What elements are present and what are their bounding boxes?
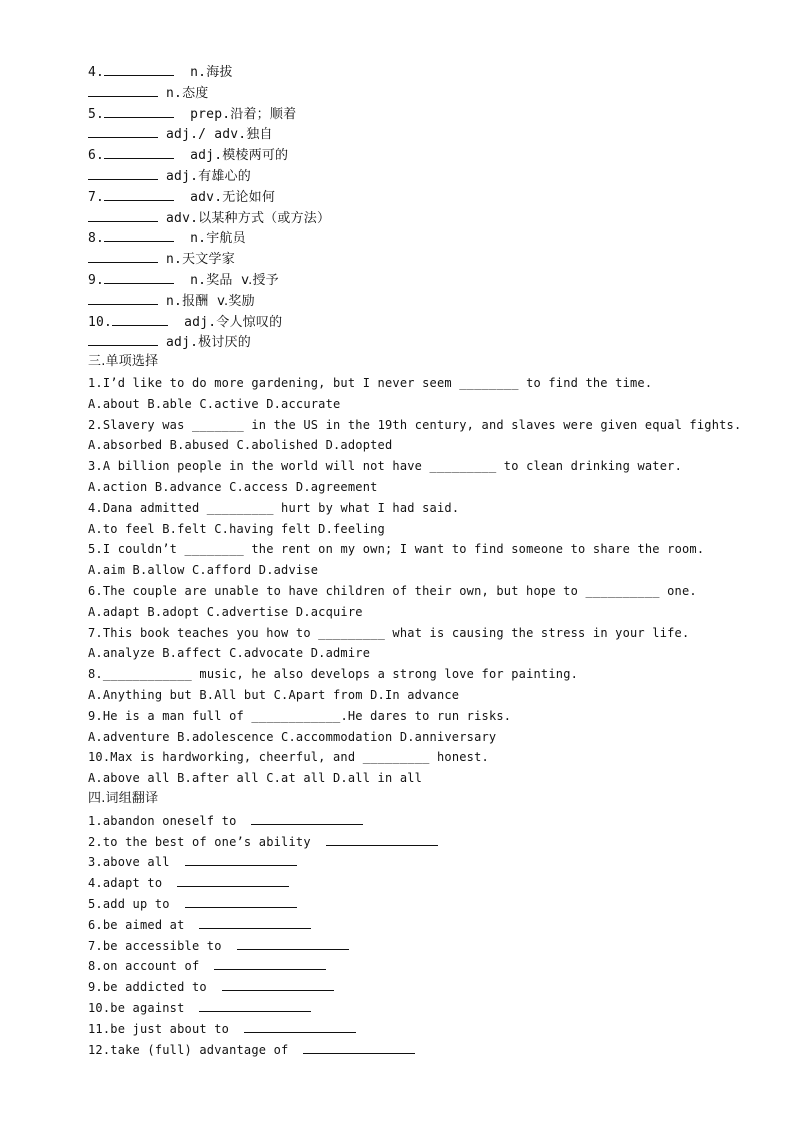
answer-blank: ____________ [251,708,341,723]
question-text: to clean drinking water. [496,459,682,474]
phrase-text: 9.be addicted to [88,980,207,995]
phrase-line [88,914,311,934]
question-line [88,456,682,476]
answer-blank: _________ [362,750,430,765]
vocab-line [88,123,273,143]
chinese-meaning: 独自 [246,127,273,143]
phrase-text: 12.take (full) advantage of [88,1042,289,1057]
options-line: A.above all B.after all C.at all D.all in all [88,771,423,786]
phrase-line [88,1018,356,1038]
options-line: A.adventure B.adolescence C.accommodation D.anniversary [88,729,497,744]
phrase-text: 10.be against [88,1001,185,1015]
answer-blank [88,123,158,138]
question-line [88,373,652,393]
question-text: 2.Slavery was [88,417,192,432]
phrase-line [88,810,363,830]
question-text: music, he also develops a strong love for painting. [191,667,579,682]
vocab-line [88,165,251,185]
question-text: 5.I couldn’t [88,542,185,557]
answer-blank: ________ [184,542,244,557]
answer-blank [185,851,297,866]
question-text: what is causing the stress in your life. [385,625,690,640]
phrase-line [88,997,311,1017]
answer-blank: ________ [459,376,519,390]
question-line [88,623,689,643]
vocab-line [88,331,251,351]
phrase-text: 6.be aimed at [88,917,185,932]
answer-blank [251,810,363,825]
question-text: to find the time. [518,376,653,390]
chinese-meaning: 沿着；顺着 [230,106,297,122]
answer-blank [88,165,158,180]
vocab-line [88,144,288,164]
phrase-text: 7.be accessible to [88,938,222,953]
vocab-line [88,311,282,331]
phrase-line [88,976,334,996]
phrase-line [88,935,349,955]
chinese-meaning: 宇航员 [206,231,246,247]
answer-blank [326,831,438,846]
chinese-meaning: 以某种方式（或方法） [198,210,331,226]
phrase-text: 1.abandon oneself to [88,813,237,828]
question-text: 9.He is a man full of [88,708,252,723]
question-text: .He dares to run risks. [340,708,512,723]
vocab-line [88,269,279,289]
answer-blank [199,914,311,929]
item-number: 5. [88,106,105,122]
answer-blank [88,331,158,346]
options-line: A.analyze B.affect C.advocate D.admire [88,646,371,661]
answer-blank [104,227,174,242]
question-text: 6.The couple are unable to have children of their own, but hope to [88,584,586,598]
chinese-meaning: 奖品 v.授予 [206,273,279,288]
answer-blank: _________ [206,500,274,515]
part-of-speech: n. [190,273,207,288]
phrase-text: 8.on account of [88,959,200,974]
options-line: A.Anything but B.All but C.Apart from D.In advance [88,688,460,702]
phrase-line [88,955,326,975]
answer-blank [104,61,174,76]
vocab-line [88,248,235,268]
question-line [88,664,578,684]
answer-blank [112,311,168,326]
part-of-speech: adj. [166,169,199,184]
phrase-line [88,851,297,871]
part-of-speech: adj./ adv. [166,127,247,143]
answer-blank [104,144,174,159]
options-line: A.about B.able C.active D.accurate [88,396,341,411]
phrase-text: 3.above all [88,855,170,870]
question-line [88,539,704,559]
chinese-meaning: 模棱两可的 [222,148,289,164]
question-text: 10.Max is hardworking, cheerful, and [88,750,363,765]
part-of-speech: adv. [190,189,223,205]
question-line [88,415,741,435]
part-of-speech: n. [166,252,183,268]
question-text: honest. [429,750,489,765]
options-line: A.aim B.allow C.afford D.advise [88,563,319,578]
chinese-meaning: 报酬 v.奖励 [182,293,255,309]
answer-blank [214,955,326,970]
vocab-line [88,103,296,123]
chinese-meaning: 无论如何 [222,189,276,205]
phrase-line [88,893,297,913]
chinese-meaning: 令人惊叹的 [216,314,283,330]
answer-blank [177,872,289,887]
answer-blank: _______ [191,417,244,432]
question-text: 1.I’d like to do more gardening, but I never seem [88,376,460,390]
question-text: 7.This book teaches you how to [88,625,319,640]
question-line [88,747,489,767]
answer-blank [88,207,158,222]
vocab-line [88,290,255,310]
question-line [88,498,459,518]
part-of-speech: n. [166,293,183,309]
question-text: the rent on my own; I want to find someone to share the room. [243,542,705,557]
answer-blank [199,997,311,1012]
options-line: A.action B.advance C.access D.agreement [88,480,378,494]
vocab-line [88,82,209,102]
item-number: 8. [88,231,105,247]
chinese-meaning: 海拔 [206,65,233,80]
answer-blank: _________ [318,625,385,640]
phrase-text: 11.be just about to [88,1021,230,1036]
item-number: 7. [88,189,105,205]
vocab-line [88,207,330,227]
part-of-speech: prep. [190,106,231,122]
question-line [88,706,511,726]
answer-blank: _________ [429,459,497,474]
options-line: A.to feel B.felt C.having felt D.feeling [88,521,385,536]
answer-blank [104,186,174,201]
question-text: 8. [88,667,103,682]
part-of-speech: n. [190,231,207,247]
options-line: A.adapt B.adopt C.advertise D.acquire [88,604,363,619]
question-text: in the US in the 19th century, and slaves were given equal fights. [243,417,742,432]
phrase-line [88,872,289,892]
part-of-speech: adj. [166,335,199,351]
answer-blank [88,290,158,305]
vocab-line [88,186,275,206]
question-text: hurt by what I had said. [273,500,460,515]
answer-blank [185,893,297,908]
answer-blank [237,935,349,950]
item-number: 4. [88,65,105,80]
phrase-line [88,831,438,851]
chinese-meaning: 极讨厌的 [198,335,251,351]
part-of-speech: adv. [166,210,199,226]
answer-blank [104,103,174,118]
phrase-text: 2.to the best of one’s ability [88,834,311,849]
vocab-line [88,61,233,81]
options-line: A.absorbed B.abused C.abolished D.adopted [88,438,393,453]
part-of-speech: adj. [190,148,223,164]
part-of-speech: adj. [184,314,217,330]
chinese-meaning: 有雄心的 [198,169,251,184]
item-number: 9. [88,273,105,288]
phrase-text: 5.add up to [88,897,170,911]
item-number: 10. [88,314,113,330]
answer-blank [104,269,174,284]
part-of-speech: n. [190,65,207,80]
answer-blank [222,976,334,991]
answer-blank [88,248,158,263]
question-text: one. [659,584,697,598]
answer-blank: ____________ [102,667,192,682]
answer-blank [303,1039,415,1054]
question-text: 4.Dana admitted [88,500,207,515]
question-line [88,581,697,601]
phrase-text: 4.adapt to [88,876,163,891]
vocab-line [88,227,246,247]
section-title: 三.单项选择 [88,354,159,370]
question-text: 3.A billion people in the world will not have [88,459,430,474]
section-title: 四.词组翻译 [88,791,159,806]
answer-blank [244,1018,356,1033]
phrase-line [88,1039,415,1059]
answer-blank [88,82,158,97]
chinese-meaning: 天文学家 [182,252,235,268]
part-of-speech: n. [166,85,183,101]
answer-blank: __________ [585,584,660,598]
chinese-meaning: 态度 [182,85,209,101]
item-number: 6. [88,148,105,164]
